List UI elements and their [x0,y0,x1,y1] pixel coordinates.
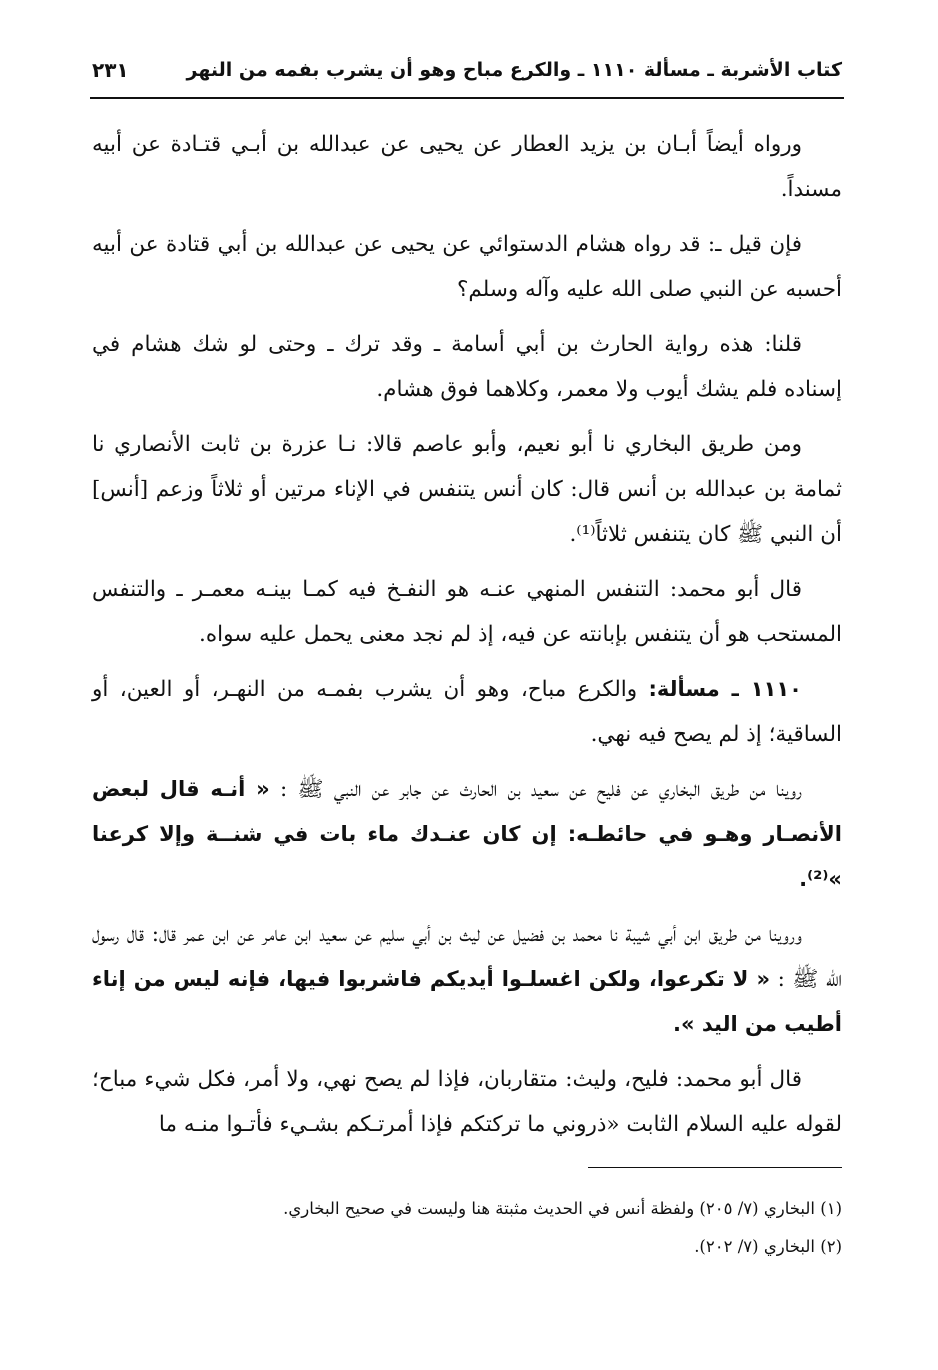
paragraph: روينا من طريق البخاري عن فليح عن سعيد بن الحارث عن جابر عن النبي ﷺ : « أنـه قال لبعض الأنصـار وهـو في حائطـه: إن كان عنـدك ماء بات في شنــة وإلا كرعنا »⁽²⁾. [92,777,842,891]
running-title: كتاب الأشربة ـ مسألة ١١١٠ ـ والكرع مباح وهو أن يشرب بفمه من النهر [186,59,842,81]
footnote: (١) البخاري (٧/ ٢٠٥) ولفظة أنس في الحديث مثبتة هنا وليست في صحيح البخاري. [283,1199,842,1218]
paragraph: قال أبو محمد: فليح، وليث: متقاربان، فإذا لم يصح نهي، ولا أمر، فكل شيء مباح؛ لقوله عليه السلام الثابت «ذروني ما تركتكم فإذا أمرتـكم بشـيء فأتـوا منـه ما [92,1067,842,1137]
header-rule [90,97,844,99]
paragraph: قلنا: هذه رواية الحارث بن أبي أسامة ـ وقد ترك ـ وحتى لو شك هشام في إسناده فلم يشك أيوب ولا معمر، وكلاهما فوق هشام. [92,332,842,402]
paragraph: ورواه أيضاً أبـان بن يزيد العطار عن يحيى عن عبدالله بن أبـي قتـادة عن أبيه مسنداً. [92,132,842,202]
issue-paragraph: ١١١٠ ـ مسألة: والكرع مباح، وهو أن يشرب بفمـه من النهـر، أو العين، أو الساقية؛ إذ لم يصح فيه نهي. [92,677,842,747]
paragraph: وروينا من طريق ابن أبي شيبة نا محمد بن فضيل عن ليث بن أبي سليم عن سعيد ابن عامر عن ابن عمر قال: قال رسول الله ﷺ : « لا تكرعوا، ولكن اغسلـوا أيديكم فاشربوا فيها، فإنه ليس من إناء أطيب من اليد ». [92,922,842,1036]
paragraph: قال أبو محمد: التنفس المنهي عنـه هو النفـخ فيه كمـا بينـه معمـر ـ والتنفس المستحب هو أن يتنفس بإبانته عن فيه، إذ لم نجد معنى يحمل عليه سواه. [92,577,842,647]
hadith-quote: « لا تكرعوا، ولكن اغسلـوا أيديكم فاشربوا فيها، فإنه ليس من إناء أطيب من اليد ». [92,967,842,1036]
footnotes [92,1190,842,1266]
hadith-quote: « أنـه قال لبعض الأنصـار وهـو في حائطـه: إن كان عنـدك ماء بات في شنــة وإلا كرعنا »⁽²⁾. [92,777,842,891]
main-text [92,122,842,1157]
page-number: ٢٣١ [92,58,129,82]
footnote-rule [588,1167,842,1168]
running-header [92,50,842,90]
paragraph: ومن طريق البخاري نا أبو نعيم، وأبو عاصم قالا: نـا عزرة بن ثابت الأنصاري نا ثمامة بن عبدالله بن أنس قال: كان أنس يتنفس في الإناء مرتين أو ثلاثاً وزعم [أنس] أن النبي ﷺ كان يتنفس ثلاثاً⁽¹⁾. [92,432,842,547]
paragraph: فإن قيل ـ: قد رواه هشام الدستوائي عن يحيى عن عبدالله بن أبي قتادة عن أبيه أحسبه عن النبي صلى الله عليه وآله وسلم؟ [92,232,842,302]
footnote: (٢) البخاري (٧/ ٢٠٢). [694,1237,842,1256]
issue-heading: ١١١٠ ـ مسألة: [648,677,802,701]
